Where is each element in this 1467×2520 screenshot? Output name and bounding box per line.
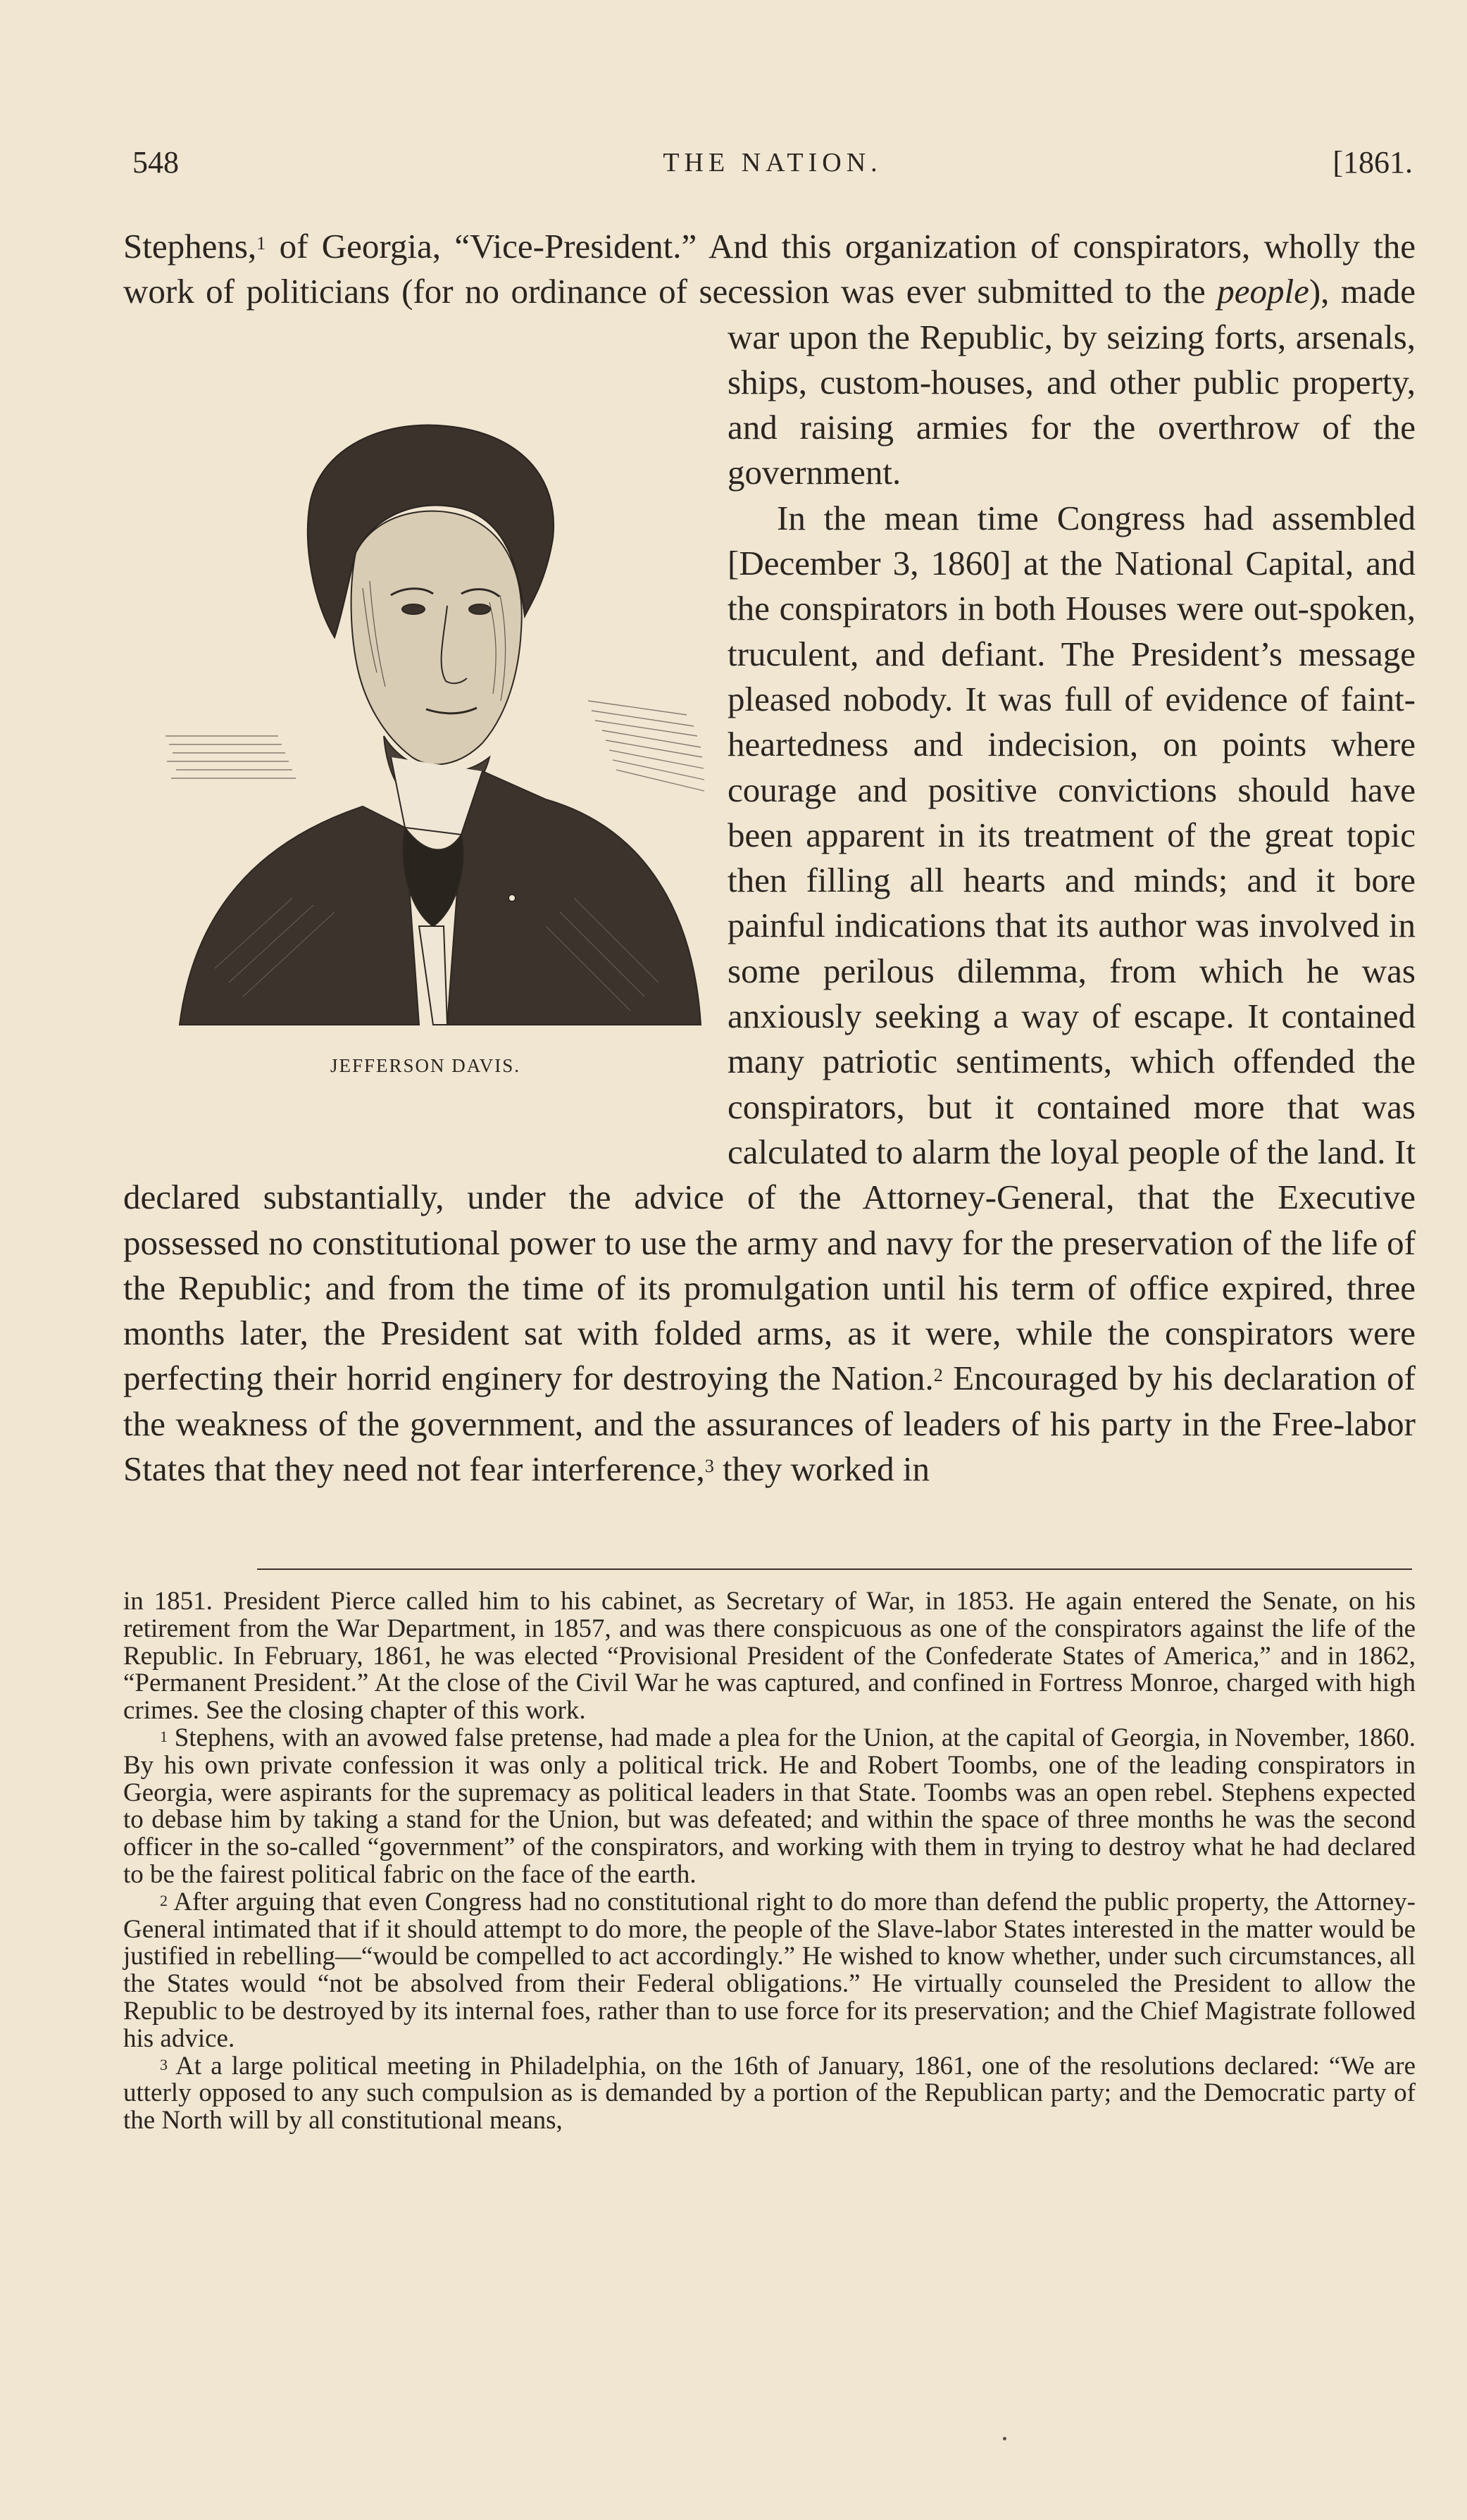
footnote-continuation: in 1851. President Pierce called him to his cabinet, as Secretary of War, in 1853. He again entered the Senate, on his retirement from the War Department, in 1857, and was there conspicuous as one of the conspirators against the life of the Republic. In February, 1861, he was elected “Provisional President of the Confederate States of America,” and in 1862, “Permanent President.” At the close of the Civil War he was captured, and confined in Fortress Monroe, charged with high crimes. See the closing chapter of this work. [123,1587,1416,1726]
footnote-ref-2[interactable]: 2 [933,1365,943,1386]
footnote-ref-3[interactable]: 3 [704,1456,714,1477]
portrait-figure [123,405,728,1173]
main-text [123,224,1416,1492]
paper-speck [1003,2437,1006,2440]
running-header [132,144,1413,194]
footnote-3: $^3$ At a large political meeting in Philadelphia, on the 16th of January, 1861, one of the resolutions declared: “We are utterly opposed to any such compulsion as is demanded by a portion of the Republican party; and the Democratic party of the North will by all constitutional means, [123,2051,1416,2135]
footnotes [123,1588,1416,2135]
header-year: [1861. [1332,145,1413,180]
paragraph-2: In the mean time Congress had assembled [December 3, 1860] at the National Capital, and the conspirators in both Houses were out-spoken, truculent, and defiant. The President’s message pleased nobody. It was full of evidence of faint-heartedness and indecision, on points where courage and positive convictions should have been apparent in its treatment of the great topic then filling all hearts and minds; and it bore painful indications that its author was involved in some perilous dilemma, from which he was anxiously seeking a way of escape. It contained many patriotic sentiments, which offended the conspirators, but it contained more that was calculated to alarm the loyal people of the land. It declared substantially, under the advice of the Attorney-General, that the Executive possessed no constitutional power to use the army and navy for the preservation of the life of the Republic; and from the time of its promulgation until his term of office expired, three months later, the President sat with folded arms, as it were, while the conspirators were perfecting their horrid enginery for destroying the Nation.$^2$ Encouraged by his declaration of the weakness of the government, and the assurances of leaders of his party in the Free-labor States that they need not fear interference,$^3$ they worked in [123,498,1416,1489]
footnote-ref-1[interactable]: 1 [256,233,266,254]
page-number: 548 [132,145,179,180]
jefferson-davis-portrait [151,405,715,1039]
portrait-caption: JEFFERSON DAVIS. [330,1054,521,1076]
paragraph-1: Stephens,$^1$ of Georgia, “Vice-President.” And this organization of conspirators, wholly the work of politicians (for no ordinance of secession was ever submitted to the JEFFERSON DAVIS. people), made war upon the Republic, by seizing forts, arsenals, ships, custom-houses, and other public property, and raising armies for the overthrow of the government. [123,224,1416,496]
running-title: THE NATION. [663,148,882,177]
footnote-2: $^2$ After arguing that even Congress had no constitutional right to do more than defend the public property, the Attorney-General intimated that if it should attempt to do more, the people of the Slave-labor States interested in the matter would be justified in rebelling—“would be compelled to act accordingly.” He wished to know whether, under such circumstances, all the States would “not be absolved from their Federal obligations.” He virtually counseled the President to allow the Republic to be destroyed by its internal foes, rather than to use force for its preservation; and the Chief Magistrate followed his advice. [123,1887,1416,2053]
emphasis-people: people [1217,272,1309,311]
footnote-divider [257,1568,1412,1570]
footnote-1: $^1$ Stephens, with an avowed false pretense, had made a plea for the Union, at the capital of Georgia, in November, 1860. By his own private confession it was only a political trick. He and Robert Toombs, one of the leading conspirators in Georgia, were aspirants for the supremacy as political leaders in that State. Toombs was an open rebel. Stephens expected to debase him by taking a stand for the Union, but was defeated; and within the space of three months he was the second officer in the so-called “government” of the conspirators, and working with them in trying to destroy what he had declared to be the fairest political fabric on the face of the earth. [123,1723,1416,1889]
engraved-portrait-image [151,405,715,1039]
